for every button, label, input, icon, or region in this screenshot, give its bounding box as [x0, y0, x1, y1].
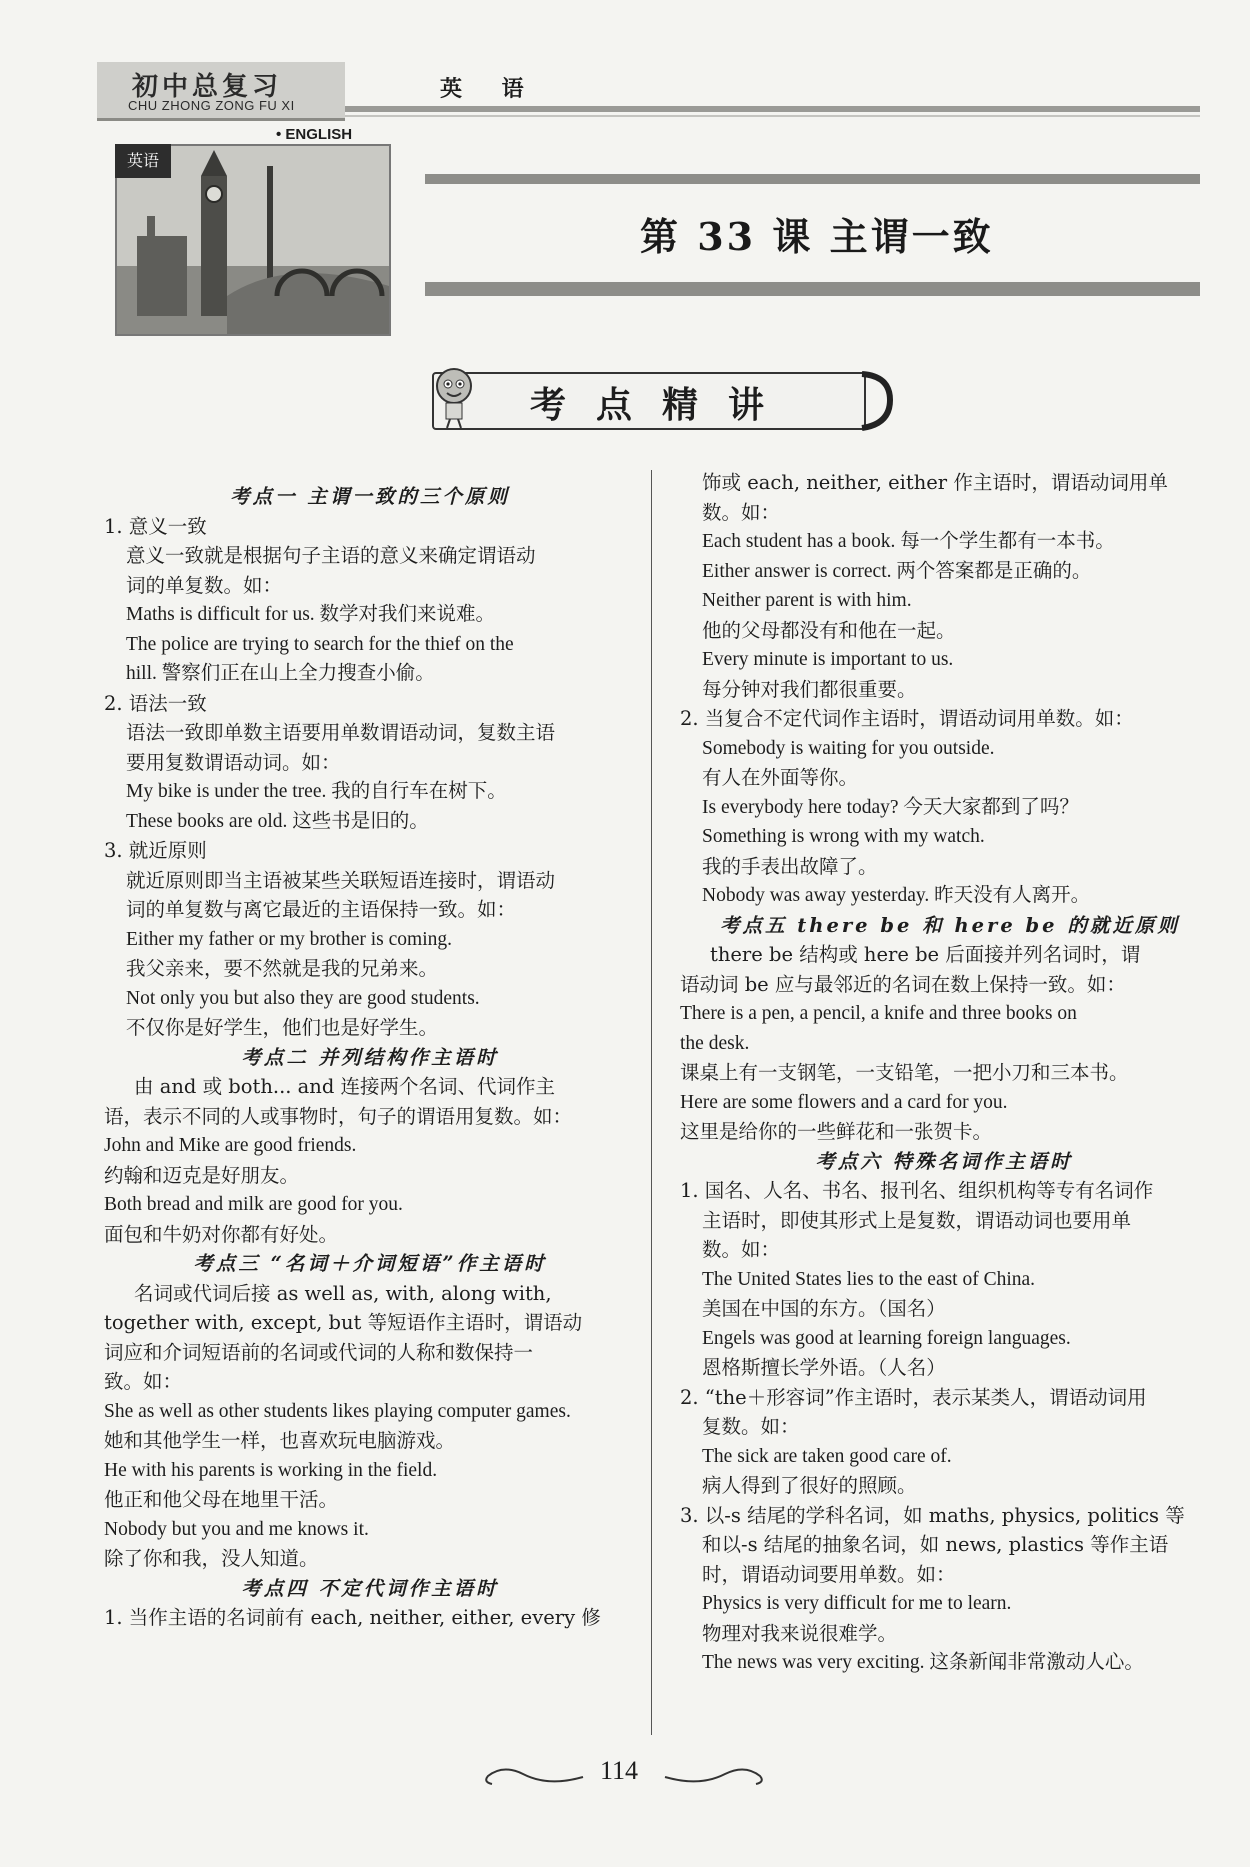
text-line: 不仅你是好学生，他们也是好学生。	[126, 1016, 439, 1039]
text-line: 2. 当复合不定代词作主语时，谓语动词用单数。如：	[680, 707, 1134, 730]
text-line: 致。如：	[104, 1370, 183, 1393]
text-line: 他正和他父母在地里干活。	[104, 1488, 339, 1511]
banner-curl-ornament	[860, 370, 896, 432]
header-rule	[345, 106, 1200, 112]
section-heading: 考点六 特殊名词作主语时	[815, 1149, 1073, 1173]
text-line: 恩格斯擅长学外语。（人名）	[702, 1356, 946, 1379]
section-heading: 考点四 不定代词作主语时	[241, 1576, 499, 1600]
text-line: 1. 意义一致	[104, 514, 207, 538]
text-line: 词应和介词短语前的名词或代词的人称和数保持一	[104, 1340, 534, 1364]
text-line: 1. 国名、人名、书名、报刊名、组织机构等专有名词作	[680, 1179, 1154, 1202]
text-line: Both bread and milk are good for you.	[104, 1194, 403, 1215]
text-line: Engels was good at learning foreign languages.	[702, 1327, 1071, 1349]
text-line: Maths is difficult for us. 数学对我们来说难。	[126, 604, 496, 625]
text-line: 数。如：	[702, 1238, 781, 1261]
text-line: the desk.	[680, 1032, 750, 1054]
mascot-icon	[428, 362, 480, 430]
header-rule-thin	[345, 115, 1200, 117]
text-line: Something is wrong with my watch.	[702, 826, 985, 847]
section-heading: 考点五 there be 和 here be 的就近原则	[720, 913, 1180, 937]
right-column	[680, 468, 1208, 1678]
book-title: 初中总复习	[132, 72, 283, 102]
text-line: The news was very exciting. 这条新闻非常激动人心。	[702, 1652, 1144, 1673]
text-line: Either my father or my brother is coming.	[126, 928, 452, 950]
text-line: Physics is very difficult for me to learn.	[702, 1593, 1012, 1614]
text-line: The sick are taken good care of.	[702, 1445, 952, 1467]
left-column	[104, 482, 636, 1633]
text-line: 名词或代词后接 as well as, with, along with,	[134, 1281, 552, 1305]
lesson-title: 第 33 课 主谓一致	[640, 214, 994, 259]
section-heading: 考点三 “名词＋介词短语”作主语时	[193, 1252, 547, 1275]
text-line: 语动词 be 应与最邻近的名词在数上保持一致。如：	[680, 972, 1126, 996]
text-line: Nobody but you and me knows it.	[104, 1518, 369, 1540]
text-line: 词的单复数。如：	[126, 573, 283, 597]
text-line: 3. 以-s 结尾的学科名词，如 maths, physics, politics 等	[680, 1503, 1185, 1527]
section-heading: 考点一 主谓一致的三个原则	[230, 485, 510, 508]
page-number: 114	[600, 1756, 639, 1785]
text-line: 意义一致就是根据句子主语的意义来确定谓语动	[126, 544, 536, 567]
text-line: 饰或 each, neither, either 作主语时，谓语动词用单	[702, 471, 1168, 494]
text-line: 物理对我来说很难学。	[702, 1621, 898, 1645]
text-line: 有人在外面等你。	[702, 766, 859, 789]
text-line: John and Mike are good friends.	[104, 1135, 357, 1156]
text-line: Somebody is waiting for you outside.	[702, 737, 995, 759]
text-line: 她和其他学生一样，也喜欢玩电脑游戏。	[104, 1429, 456, 1452]
text-line: 课桌上有一支钢笔，一支铅笔，一把小刀和三本书。	[680, 1061, 1129, 1084]
text-line: 1. 当作主语的名词前有 each, neither, either, every 修	[104, 1606, 601, 1629]
text-line: 2. 语法一致	[104, 691, 207, 715]
english-label: • ENGLISH	[276, 126, 353, 143]
text-line: 病人得到了很好的照顾。	[702, 1474, 917, 1497]
subject-label: 英 语	[440, 76, 540, 102]
text-line: She as well as other students likes playing computer games.	[104, 1400, 571, 1422]
text-line: My bike is under the tree. 我的自行车在树下。	[126, 781, 507, 802]
column-divider	[651, 470, 652, 1735]
text-line: 3. 就近原则	[104, 839, 207, 862]
text-line: Each student has a book. 每一个学生都有一本书。	[702, 531, 1115, 552]
book-pinyin: CHU ZHONG ZONG FU XI	[128, 98, 295, 113]
text-line: There is a pen, a pencil, a knife and three books on	[680, 1003, 1077, 1024]
section-banner-title: 考点精讲	[530, 384, 795, 426]
text-line: 2. “the＋形容词”作主语时，表示某类人，谓语动词用	[680, 1385, 1147, 1409]
text-line: He with his parents is working in the field.	[104, 1459, 438, 1481]
text-line: 每分钟对我们都很重要。	[702, 677, 917, 701]
text-line: Every minute is important to us.	[702, 649, 954, 670]
text-line: Here are some flowers and a card for you.	[680, 1091, 1008, 1113]
text-line: 词的单复数与离它最近的主语保持一致。如：	[126, 898, 517, 921]
text-line: The police are trying to search for the thief on the	[126, 633, 514, 655]
text-line: Neither parent is with him.	[702, 590, 912, 611]
text-line: 我的手表出故障了。	[702, 854, 878, 878]
text-line: 时，谓语动词要用单数。如：	[702, 1562, 956, 1586]
text-line: 语，表示不同的人或事物时，句子的谓语用复数。如：	[104, 1104, 573, 1128]
text-line: 我父亲来，要不然就是我的兄弟来。	[126, 957, 439, 980]
text-line: Is everybody here today? 今天大家都到了吗？	[702, 796, 1079, 818]
text-line: 就近原则即当主语被某些关联短语连接时，谓语动	[126, 868, 556, 892]
text-line: 复数。如：	[702, 1415, 800, 1438]
text-line: 除了你和我，没人知道。	[104, 1547, 319, 1570]
text-line: These books are old. 这些书是旧的。	[126, 810, 429, 832]
text-line: 和以-s 结尾的抽象名词，如 news, plastics 等作主语	[702, 1533, 1169, 1556]
left-ornament-icon	[478, 1762, 588, 1792]
subject-tag: 英语	[115, 144, 171, 178]
text-line: 由 and 或 both... and 连接两个名词、代词作主	[134, 1075, 556, 1098]
lesson-title-top-bar	[425, 174, 1200, 184]
text-line: 语法一致即单数主语要用单数谓语动词，复数主语	[126, 721, 556, 744]
text-line: 数。如：	[702, 500, 781, 524]
text-line: The United States lies to the east of China.	[702, 1268, 1036, 1290]
text-line: 主语时，即使其形式上是复数，谓语动词也要用单	[702, 1208, 1132, 1232]
text-line: 美国在中国的东方。（国名）	[702, 1297, 946, 1320]
text-line: Either answer is correct. 两个答案都是正确的。	[702, 560, 1092, 582]
text-line: Not only you but also they are good students.	[126, 987, 480, 1009]
text-line: there be 结构或 here be 后面接并列名词时，谓	[710, 943, 1141, 966]
text-line: 这里是给你的一些鲜花和一张贺卡。	[680, 1120, 993, 1143]
text-line: 面包和牛奶对你都有好处。	[104, 1222, 339, 1246]
text-line: 约翰和迈克是好朋友。	[104, 1163, 300, 1187]
text-line: together with, except, but 等短语作主语时，谓语动	[104, 1311, 583, 1334]
text-line: 他的父母都没有和他在一起。	[702, 618, 956, 642]
right-ornament-icon	[660, 1762, 770, 1792]
section-heading: 考点二 并列结构作主语时	[241, 1045, 499, 1069]
text-line: hill. 警察们正在山上全力搜查小偷。	[126, 663, 435, 684]
text-line: Nobody was away yesterday. 昨天没有人离开。	[702, 885, 1091, 906]
lesson-title-bottom-bar	[425, 282, 1200, 296]
text-line: 要用复数谓语动词。如：	[126, 750, 341, 774]
